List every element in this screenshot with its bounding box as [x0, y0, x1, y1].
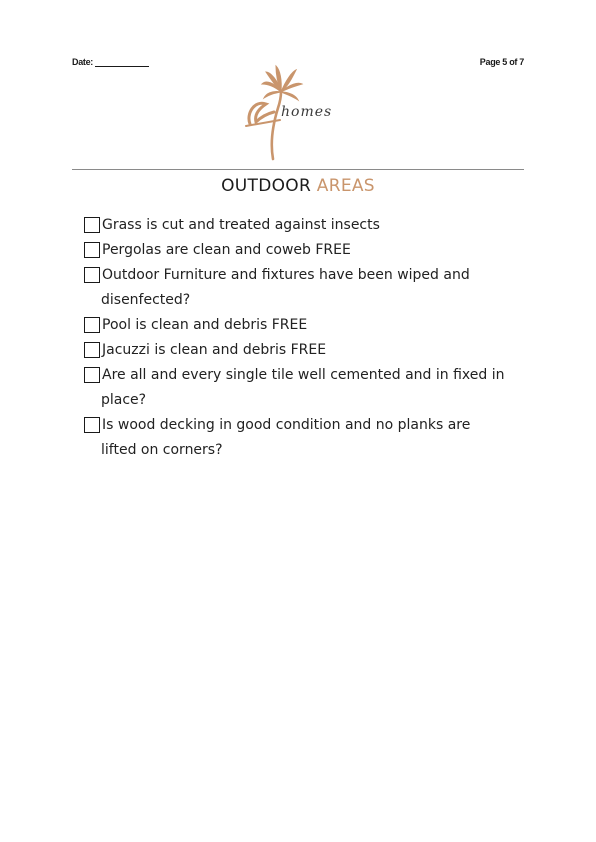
checklist-item-text-continued: disenfected? — [101, 292, 191, 308]
checkbox[interactable] — [84, 367, 100, 383]
checkbox[interactable] — [84, 342, 100, 358]
checkbox[interactable] — [84, 417, 100, 433]
checklist-item — [84, 213, 524, 238]
page-number: Page 5 of 7 — [479, 57, 524, 67]
date-label: Date: — [72, 57, 94, 67]
checkbox[interactable] — [84, 242, 100, 258]
date-blank-line[interactable] — [95, 57, 149, 67]
checkbox[interactable] — [84, 267, 100, 283]
header-divider — [72, 169, 524, 170]
outdoor-checklist — [84, 213, 524, 463]
logo-wordmark: homes — [281, 104, 333, 120]
checklist-item — [84, 363, 524, 413]
checklist-item-text: Jacuzzi is clean and debris FREE — [102, 342, 327, 358]
checklist-item-text: Is wood decking in good condition and no planks are — [102, 417, 471, 433]
checklist-item — [84, 413, 524, 463]
checklist-item-text: Grass is cut and treated against insects — [102, 217, 380, 233]
checklist-item — [84, 313, 524, 338]
checklist-item-text: Are all and every single tile well cemented and in fixed in — [102, 367, 505, 383]
checkbox[interactable] — [84, 217, 100, 233]
checklist-item-text: Pergolas are clean and coweb FREE — [102, 242, 351, 258]
section-title — [0, 176, 596, 196]
section-title-main: OUTDOOR — [221, 176, 312, 196]
checklist-item-text: Outdoor Furniture and fixtures have been wiped and — [102, 267, 470, 283]
checklist-item-text-continued: lifted on corners? — [101, 442, 223, 458]
checklist-item — [84, 263, 524, 313]
checklist-item-text: Pool is clean and debris FREE — [102, 317, 308, 333]
section-title-accent: AREAS — [316, 176, 375, 196]
checklist-item-text-continued: place? — [101, 392, 147, 408]
checklist-item — [84, 338, 524, 363]
checkbox[interactable] — [84, 317, 100, 333]
checklist-item — [84, 238, 524, 263]
date-field — [72, 57, 149, 67]
